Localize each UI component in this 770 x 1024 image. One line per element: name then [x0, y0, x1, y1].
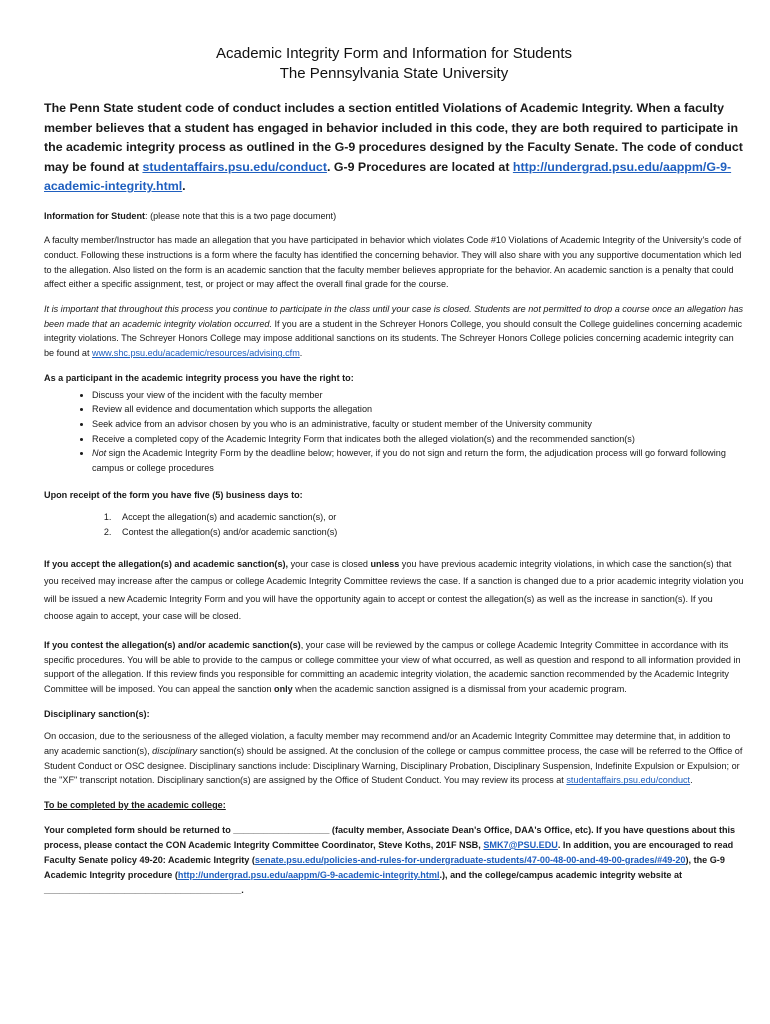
college-paragraph: Your completed form should be returned to ___________________ (faculty member, Associate Dean's Office, DAA's Office, etc). If you have questions about this process, please contact the CON Academic Integrity Committee Coordinator, Steve Koths, 201F NSB, SMK7@PSU.EDU. In addition, you are encouraged to read Faculty Senate policy 49-20: Academic Integrity (senate.psu.edu/policies-and-rules-for-undergraduate-students/47-00-48-00-and-49-00-grades/#49-20), the G-9 Academic Integrity procedure (http://undergrad.psu.edu/aappm/G-9-academic-integrity.html.), and the college/campus academic integrity website at _______________________________________. [44, 824, 736, 895]
list-item: • Review all evidence and documentation which supports the allegation [92, 402, 744, 417]
list-item: 1. Accept the allegation(s) and academic sanction(s), or [114, 510, 744, 525]
days-heading: Upon receipt of the form you have five (5) business days to: [44, 489, 303, 500]
document-page [44, 44, 744, 898]
accept-paragraph: If you accept the allegation(s) and academic sanction(s), your case is closed unless you have previous academic integrity violations, in which case the sanction(s) that you received may increase after the campus or college Academic Integrity Committee reviews the case. If a sanction is changed due to a prior academic integrity violation you will be issued a new Academic Integrity Form and you will have the opportunity again to accept or contest the allegation(s) as well as the increase in sanction(s). If you choose again to accept, your case will be closed. [44, 558, 744, 622]
title-line-1: Academic Integrity Form and Information for Students [216, 45, 572, 62]
conduct-process-link[interactable]: studentaffairs.psu.edu/conduct [566, 775, 691, 786]
conduct-link[interactable]: studentaffairs.psu.edu/conduct [142, 159, 327, 174]
honors-college-link[interactable]: www.shc.psu.edu/academic/resources/advising.cfm [92, 348, 300, 359]
days-list [44, 510, 744, 539]
college-heading: To be completed by the academic college: [44, 800, 226, 811]
info-paragraph: A faculty member/Instructor has made an allegation that you have participated in behavior which violates Code #10 Violations of Academic Integrity of the University's code of conduct. Following these instructions is a form where the faculty has identified the concerning behavior. They will also share with you any supportive documentation which led to the allegation. Also listed on the form is an academic sanction that the faculty member believes appropriate for the behavior. An academic sanction is a penalty that could affect either a specific assignment, test, or project or may affect the overall final grade for the course. [44, 235, 742, 290]
rights-heading: As a participant in the academic integrity process you have the right to: [44, 372, 354, 383]
title-line-2: The Pennsylvania State University [279, 65, 509, 82]
g9-procedure-link[interactable]: http://undergrad.psu.edu/aappm/G-9-academic-integrity.html [177, 869, 440, 880]
document-title [44, 44, 744, 84]
disciplinary-paragraph: On occasion, due to the seriousness of the alleged violation, a faculty member may recommend and/or an Academic Integrity Committee may determine that, in addition to any academic sanction(s), disciplinary sanction(s) should be assigned. At the conclusion of the college or campus committee process, the case will be referred to the Office of Student Conduct or OSC designee. Disciplinary sanctions include: Disciplinary Warning, Disciplinary Probation, Disciplinary Suspension, Indefinite Expulsion or Expulsion; or the "XF" transcript notation. Disciplinary sanction(s) are assigned by the Office of Student Conduct. You may review its process at studentaffairs.psu.edu/conduct. [44, 731, 743, 786]
disciplinary-heading: Disciplinary sanction(s): [44, 708, 150, 719]
list-item: • Receive a completed copy of the Academic Integrity Form that indicates both the alleged violation(s) and the recommended sanction(s) [92, 432, 744, 447]
info-heading: Information for Student: (please note that this is a two page document) [44, 210, 337, 221]
intro-paragraph: The Penn State student code of conduct includes a section entitled Violations of Academic Integrity. When a faculty member believes that a student has engaged in behavior included in this code, they are both required to participate in the academic integrity process as outlined in the G-9 procedures designed by the Faculty Senate. The code of conduct may be found at studentaffairs.psu.edu/conduct. G-9 Procedures are located at http://undergrad.psu.edu/aappm/G-9-academic-integrity.html. [44, 101, 743, 193]
senate-policy-link[interactable]: senate.psu.edu/policies-and-rules-for-undergraduate-students/47-00-48-00-and-49-00-grades/#49-20 [254, 854, 686, 865]
participation-paragraph: It is important that throughout this process you continue to participate in the class until your case is closed. Students are not permitted to drop a course once an allegation has been made that an academic integrity violation occurred. If you are a student in the Schreyer Honors College, you should consult the College guidelines concerning academic integrity violations. The Schreyer Honors College may impose additional sanctions on its students. The Schreyer Honors College policies concerning academic integrity can be found at www.shc.psu.edu/academic/resources/advising.cfm. [44, 304, 744, 359]
coordinator-email-link[interactable]: SMK7@PSU.EDU [483, 839, 558, 850]
list-item: 2. Contest the allegation(s) and/or academic sanction(s) [114, 525, 744, 540]
list-item: • Discuss your view of the incident with the faculty member [92, 388, 744, 403]
rights-list [44, 388, 744, 476]
list-item: • Not sign the Academic Integrity Form by the deadline below; however, if you do not sign and return the form, the adjudication process will go forward following campus or college procedures [92, 446, 744, 475]
list-item: • Seek advice from an advisor chosen by you who is an administrative, faculty or student member of the University community [92, 417, 744, 432]
contest-paragraph: If you contest the allegation(s) and/or academic sanction(s), your case will be reviewed by the campus or college Academic Integrity Committee in accordance with its specific procedures. You will be able to provide to the campus or college committee your view of what occurred, as well as question and respond to all information provided in support of the allegation. If this review finds you responsible for committing an academic integrity violation, the academic sanction recommended by the Academic Integrity Committee will be imposed. You can appeal the sanction only when the academic sanction assigned is a dismissal from your academic program. [44, 639, 741, 694]
g9-procedures-link[interactable]: http://undergrad.psu.edu/aappm/G-9-academic-integrity.html [44, 159, 732, 193]
